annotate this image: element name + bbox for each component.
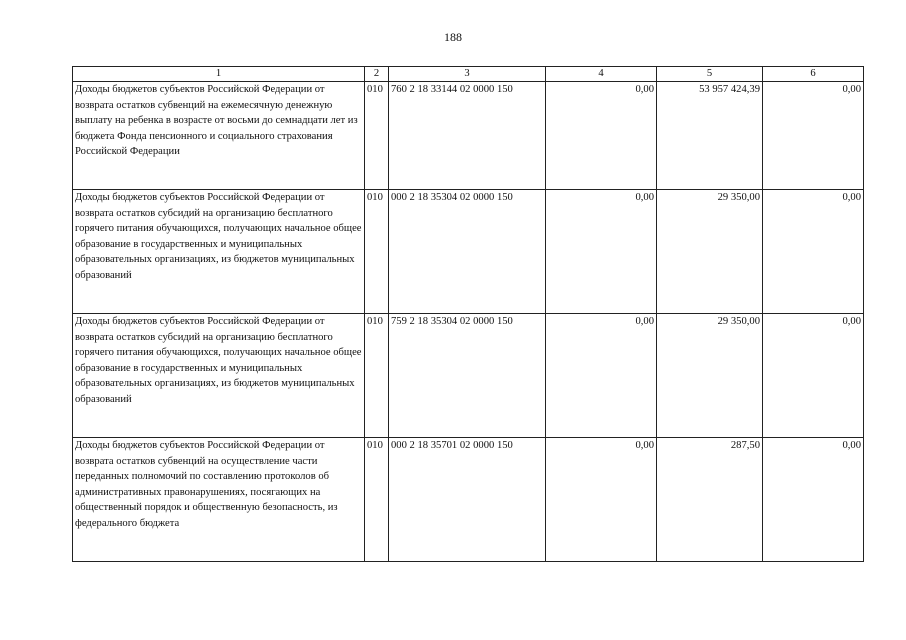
row-col5-value: 53 957 424,39 [657, 82, 763, 190]
row-kbk: 759 2 18 35304 02 0000 150 [389, 314, 546, 438]
column-header-4: 4 [546, 67, 657, 82]
row-kbk: 000 2 18 35701 02 0000 150 [389, 438, 546, 562]
row-col6-value: 0,00 [763, 438, 864, 562]
row-col5-value: 29 350,00 [657, 190, 763, 314]
row-col4-value: 0,00 [546, 438, 657, 562]
row-col4-value: 0,00 [546, 314, 657, 438]
page-number: 188 [444, 30, 462, 44]
table-row [73, 314, 864, 438]
row-col4-value: 0,00 [546, 82, 657, 190]
row-description: Доходы бюджетов субъектов Российской Федерации от возврата остатков субсидий на организацию бесплатного горячего питания обучающихся, получающих начальное общее образование в государственных и муниципальных образовательных организациях, из бюджетов муниципальных образований [73, 314, 365, 438]
table-row [73, 82, 864, 190]
table-header-row [73, 67, 864, 82]
row-col4-value: 0,00 [546, 190, 657, 314]
row-kbk: 760 2 18 33144 02 0000 150 [389, 82, 546, 190]
row-code: 010 [365, 314, 389, 438]
row-code: 010 [365, 438, 389, 562]
row-code: 010 [365, 82, 389, 190]
column-header-6: 6 [763, 67, 864, 82]
row-col5-value: 287,50 [657, 438, 763, 562]
row-description: Доходы бюджетов субъектов Российской Федерации от возврата остатков субсидий на организацию бесплатного горячего питания обучающихся, получающих начальное общее образование в государственных и муниципальных образовательных организациях, из бюджетов муниципальных образований [73, 190, 365, 314]
budget-revenue-table [72, 66, 864, 562]
row-description: Доходы бюджетов субъектов Российской Федерации от возврата остатков субвенций на ежемесячную денежную выплату на ребенка в возрасте от восьми до семнадцати лет из бюджета Фонда пенсионного и социального страхования Российской Федерации [73, 82, 365, 190]
row-kbk: 000 2 18 35304 02 0000 150 [389, 190, 546, 314]
column-header-5: 5 [657, 67, 763, 82]
column-header-3: 3 [389, 67, 546, 82]
row-code: 010 [365, 190, 389, 314]
row-col6-value: 0,00 [763, 190, 864, 314]
table-row [73, 190, 864, 314]
column-header-2: 2 [365, 67, 389, 82]
row-description: Доходы бюджетов субъектов Российской Федерации от возврата остатков субвенций на осуществление части переданных полномочий по составлению протоколов об административных правонарушениях, посягающих на общественный порядок и общественную безопасность, из федерального бюджета [73, 438, 365, 562]
table-row [73, 438, 864, 562]
row-col5-value: 29 350,00 [657, 314, 763, 438]
row-col6-value: 0,00 [763, 82, 864, 190]
column-header-1: 1 [73, 67, 365, 82]
row-col6-value: 0,00 [763, 314, 864, 438]
